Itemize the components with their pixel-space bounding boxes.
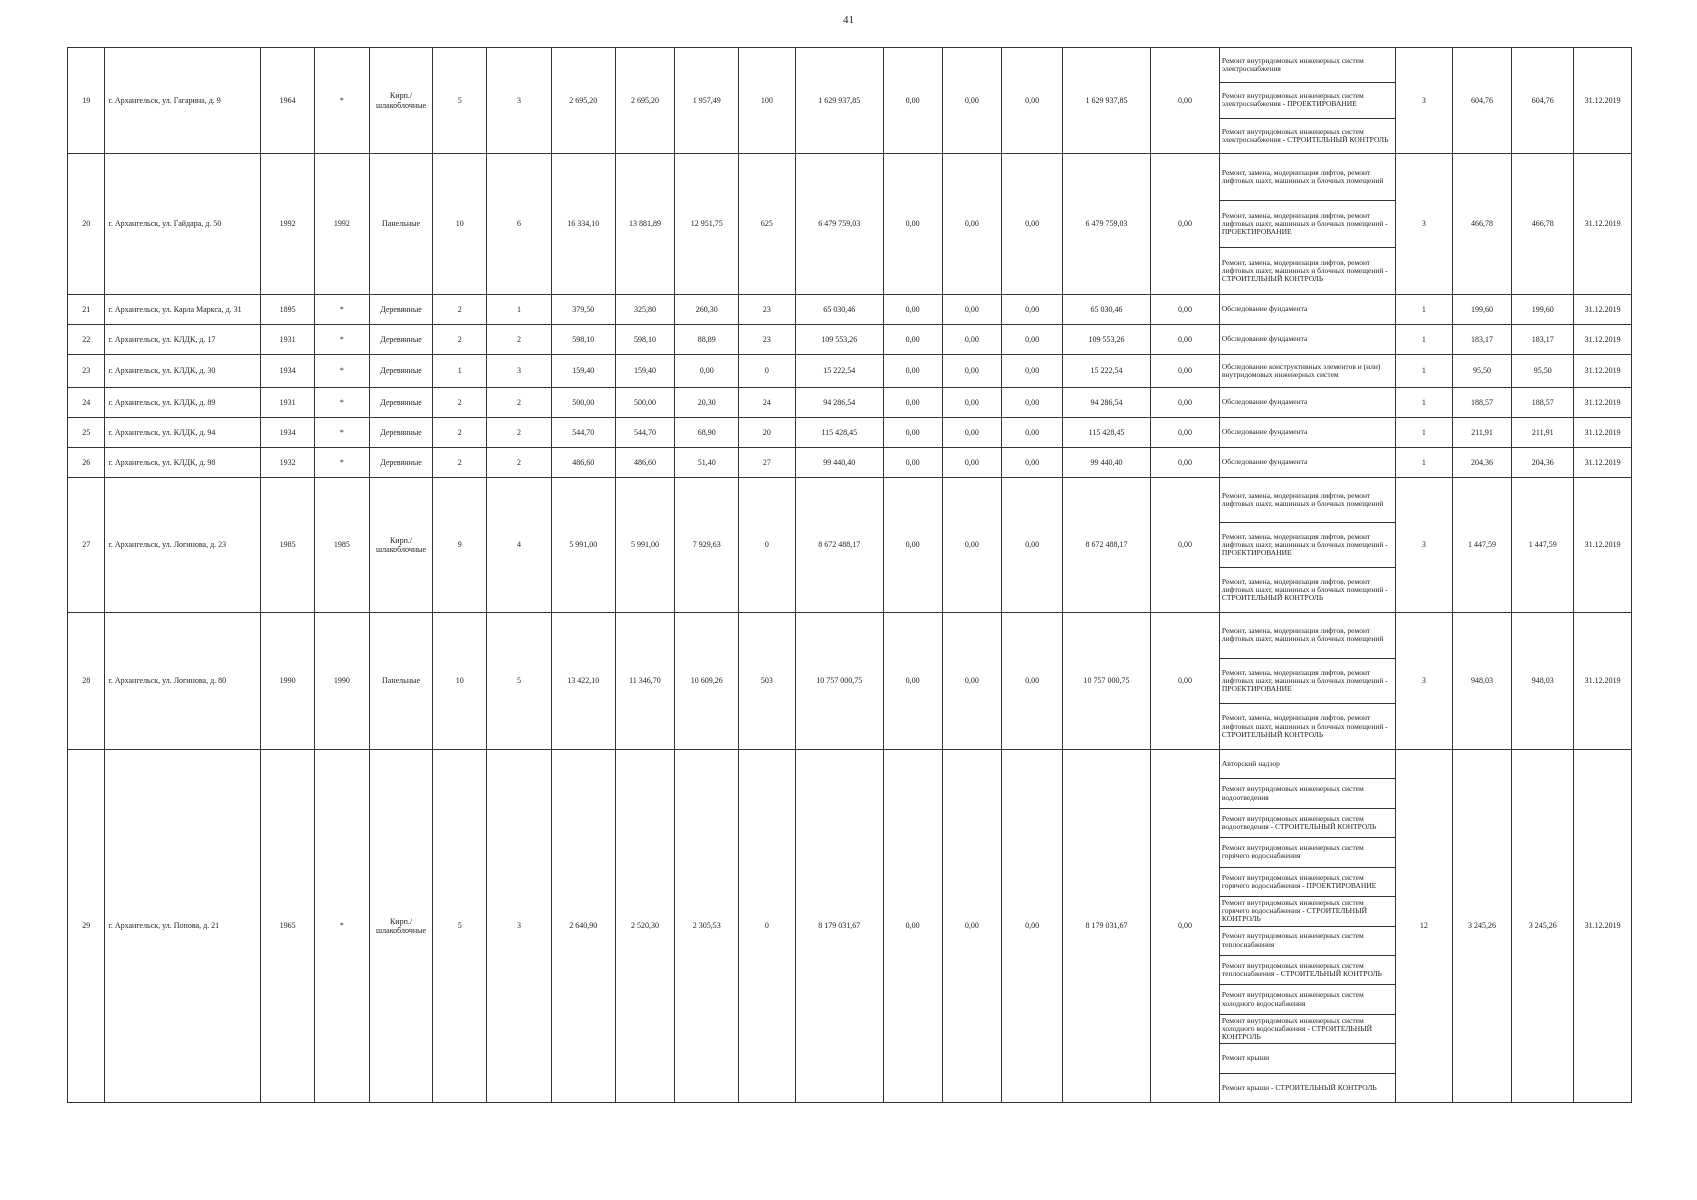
works-list <box>1220 418 1395 447</box>
entrances-cell: 2 <box>487 388 552 418</box>
year-built-cell: 1934 <box>261 355 315 388</box>
table-row <box>68 48 1632 154</box>
residents-cell: 0 <box>739 478 796 613</box>
floors-cell: 5 <box>433 750 487 1103</box>
floors-cell: 10 <box>433 613 487 750</box>
works-list-cell <box>1219 355 1395 388</box>
total-area-cell: 13 422,10 <box>551 613 615 750</box>
works-count-cell: 3 <box>1396 154 1453 295</box>
limit-cost-cell: 466,78 <box>1512 154 1574 295</box>
unit-cost-cell: 1 447,59 <box>1452 478 1512 613</box>
other-cost-cell: 0,00 <box>1151 154 1220 295</box>
limit-cost-cell: 604,76 <box>1512 48 1574 154</box>
total-area-cell: 5 991,00 <box>551 478 615 613</box>
residents-cell: 24 <box>739 388 796 418</box>
floors-cell: 2 <box>433 448 487 478</box>
address-cell: г. Архангельск, ул. Попова, д. 21 <box>105 750 261 1103</box>
repair-program-table <box>67 47 1632 1103</box>
deadline-cell: 31.12.2019 <box>1574 478 1632 613</box>
deadline-cell: 31.12.2019 <box>1574 154 1632 295</box>
owners-cost-cell: 94 286,54 <box>1062 388 1150 418</box>
address-cell: г. Архангельск, ул. Карла Маркса, д. 31 <box>105 295 261 325</box>
local-budget-cell: 0,00 <box>1002 613 1063 750</box>
works-list-cell <box>1219 418 1395 448</box>
works-count-cell: 1 <box>1396 388 1453 418</box>
work-item: Обследование конструктивных элементов и (или) внутридомовых инженерных систем <box>1221 361 1381 379</box>
work-item: Ремонт, замена, модернизация лифтов, ремонт лифтовых шахт, машинных и блочных помещений - ПРОЕКТИРОВАНИЕ <box>1220 201 1395 248</box>
residents-cell: 23 <box>739 295 796 325</box>
table-row <box>68 325 1632 355</box>
limit-cost-cell: 95,50 <box>1512 355 1574 388</box>
region-budget-cell: 0,00 <box>942 613 1002 750</box>
fund-cost-cell: 0,00 <box>883 478 942 613</box>
year-renovation-cell: 1985 <box>314 478 369 613</box>
work-item: Ремонт внутридомовых инженерных систем теплоснабжения - СТРОИТЕЛЬНЫЙ КОНТРОЛЬ <box>1220 956 1395 985</box>
other-area-cell: 0,00 <box>675 355 739 388</box>
region-budget-cell: 0,00 <box>942 154 1002 295</box>
floors-cell: 2 <box>433 295 487 325</box>
floors-cell: 5 <box>433 48 487 154</box>
row-number: 24 <box>68 388 105 418</box>
entrances-cell: 1 <box>487 295 552 325</box>
living-area-cell: 159,40 <box>615 355 675 388</box>
row-number: 28 <box>68 613 105 750</box>
year-built-cell: 1990 <box>261 613 315 750</box>
wall-material-cell: Панельные <box>369 613 433 750</box>
total-area-cell: 2 640,90 <box>551 750 615 1103</box>
total-area-cell: 159,40 <box>551 355 615 388</box>
other-area-cell: 2 305,53 <box>675 750 739 1103</box>
fund-cost-cell: 0,00 <box>883 154 942 295</box>
row-number: 25 <box>68 418 105 448</box>
address-cell: г. Архангельск, ул. Логинова, д. 80 <box>105 613 261 750</box>
unit-cost-cell: 204,36 <box>1452 448 1512 478</box>
year-renovation-cell: * <box>314 448 369 478</box>
unit-cost-cell: 95,50 <box>1452 355 1512 388</box>
wall-material-cell: Панельные <box>369 154 433 295</box>
works-list <box>1220 448 1395 477</box>
local-budget-cell: 0,00 <box>1002 355 1063 388</box>
unit-cost-cell: 604,76 <box>1452 48 1512 154</box>
works-list-cell <box>1219 478 1395 613</box>
works-list-cell <box>1219 448 1395 478</box>
wall-material-cell: Деревянные <box>369 448 433 478</box>
total-cost-cell: 99 440,40 <box>795 448 883 478</box>
fund-cost-cell: 0,00 <box>883 48 942 154</box>
work-item: Ремонт внутридомовых инженерных систем водоотведения - СТРОИТЕЛЬНЫЙ КОНТРОЛЬ <box>1220 809 1395 838</box>
table-row <box>68 295 1632 325</box>
table-row <box>68 750 1632 1103</box>
wall-material-cell: Деревянные <box>369 388 433 418</box>
work-item: Обследование фундамента <box>1221 304 1308 314</box>
owners-cost-cell: 109 553,26 <box>1062 325 1150 355</box>
living-area-cell: 486,60 <box>615 448 675 478</box>
work-item: Ремонт внутридомовых инженерных систем горячего водоснабжения - СТРОИТЕЛЬНЫЙ КОНТРОЛЬ <box>1220 897 1395 926</box>
fund-cost-cell: 0,00 <box>883 448 942 478</box>
year-built-cell: 1965 <box>261 750 315 1103</box>
total-area-cell: 486,60 <box>551 448 615 478</box>
work-item: Ремонт внутридомовых инженерных систем электроснабжения - ПРОЕКТИРОВАНИЕ <box>1220 83 1395 118</box>
table-row <box>68 355 1632 388</box>
region-budget-cell: 0,00 <box>942 355 1002 388</box>
unit-cost-cell: 183,17 <box>1452 325 1512 355</box>
entrances-cell: 3 <box>487 355 552 388</box>
unit-cost-cell: 199,60 <box>1452 295 1512 325</box>
living-area-cell: 2 695,20 <box>615 48 675 154</box>
limit-cost-cell: 199,60 <box>1512 295 1574 325</box>
residents-cell: 23 <box>739 325 796 355</box>
living-area-cell: 11 346,70 <box>615 613 675 750</box>
local-budget-cell: 0,00 <box>1002 448 1063 478</box>
other-area-cell: 68,90 <box>675 418 739 448</box>
table-row <box>68 154 1632 295</box>
year-renovation-cell: 1990 <box>314 613 369 750</box>
other-cost-cell: 0,00 <box>1151 355 1220 388</box>
work-item: Ремонт, замена, модернизация лифтов, ремонт лифтовых шахт, машинных и блочных помещений - СТРОИТЕЛЬНЫЙ КОНТРОЛЬ <box>1221 713 1388 739</box>
local-budget-cell: 0,00 <box>1002 295 1063 325</box>
deadline-cell: 31.12.2019 <box>1574 325 1632 355</box>
work-item: Ремонт внутридомовых инженерных систем холодного водоснабжения <box>1220 985 1395 1014</box>
year-built-cell: 1992 <box>261 154 315 295</box>
other-area-cell: 20,30 <box>675 388 739 418</box>
works-list-cell <box>1219 295 1395 325</box>
living-area-cell: 2 520,30 <box>615 750 675 1103</box>
work-item: Ремонт, замена, модернизация лифтов, ремонт лифтовых шахт, машинных и блочных помещений <box>1220 478 1395 523</box>
year-built-cell: 1964 <box>261 48 315 154</box>
works-count-cell: 1 <box>1396 448 1453 478</box>
residents-cell: 27 <box>739 448 796 478</box>
wall-material-cell: Деревянные <box>369 295 433 325</box>
deadline-cell: 31.12.2019 <box>1574 295 1632 325</box>
work-item: Авторский надзор <box>1220 750 1395 779</box>
works-list <box>1220 48 1395 153</box>
works-count-cell: 3 <box>1396 48 1453 154</box>
works-list-cell <box>1219 325 1395 355</box>
total-area-cell: 2 695,20 <box>551 48 615 154</box>
work-item: Ремонт крыши - СТРОИТЕЛЬНЫЙ КОНТРОЛЬ <box>1221 1082 1377 1092</box>
deadline-cell: 31.12.2019 <box>1574 613 1632 750</box>
wall-material-cell: Деревянные <box>369 418 433 448</box>
table-row <box>68 388 1632 418</box>
works-list <box>1220 355 1395 387</box>
region-budget-cell: 0,00 <box>942 750 1002 1103</box>
year-built-cell: 1931 <box>261 388 315 418</box>
year-built-cell: 1934 <box>261 418 315 448</box>
work-item: Обследование фундамента <box>1221 334 1308 344</box>
unit-cost-cell: 188,57 <box>1452 388 1512 418</box>
local-budget-cell: 0,00 <box>1002 48 1063 154</box>
limit-cost-cell: 948,03 <box>1512 613 1574 750</box>
entrances-cell: 3 <box>487 48 552 154</box>
limit-cost-cell: 211,91 <box>1512 418 1574 448</box>
table-row <box>68 448 1632 478</box>
other-cost-cell: 0,00 <box>1151 418 1220 448</box>
works-list <box>1220 388 1395 417</box>
total-cost-cell: 94 286,54 <box>795 388 883 418</box>
address-cell: г. Архангельск, ул. Гайдара, д. 50 <box>105 154 261 295</box>
work-item: Ремонт внутридомовых инженерных систем теплоснабжения <box>1220 927 1395 956</box>
entrances-cell: 2 <box>487 325 552 355</box>
works-list-cell <box>1219 750 1395 1103</box>
total-area-cell: 16 334,10 <box>551 154 615 295</box>
total-cost-cell: 8 179 031,67 <box>795 750 883 1103</box>
limit-cost-cell: 183,17 <box>1512 325 1574 355</box>
other-area-cell: 51,40 <box>675 448 739 478</box>
year-renovation-cell: * <box>314 48 369 154</box>
entrances-cell: 4 <box>487 478 552 613</box>
year-built-cell: 1931 <box>261 325 315 355</box>
address-cell: г. Архангельск, ул. КЛДК, д. 94 <box>105 418 261 448</box>
limit-cost-cell: 204,36 <box>1512 448 1574 478</box>
other-cost-cell: 0,00 <box>1151 478 1220 613</box>
total-cost-cell: 1 629 937,85 <box>795 48 883 154</box>
address-cell: г. Архангельск, ул. КЛДК, д. 30 <box>105 355 261 388</box>
work-item: Обследование фундамента <box>1221 457 1308 467</box>
region-budget-cell: 0,00 <box>942 325 1002 355</box>
year-built-cell: 1932 <box>261 448 315 478</box>
other-area-cell: 260,30 <box>675 295 739 325</box>
year-built-cell: 1895 <box>261 295 315 325</box>
fund-cost-cell: 0,00 <box>883 295 942 325</box>
works-count-cell: 1 <box>1396 355 1453 388</box>
wall-material-cell: Деревянные <box>369 355 433 388</box>
works-count-cell: 1 <box>1396 418 1453 448</box>
living-area-cell: 500,00 <box>615 388 675 418</box>
entrances-cell: 5 <box>487 613 552 750</box>
floors-cell: 10 <box>433 154 487 295</box>
region-budget-cell: 0,00 <box>942 478 1002 613</box>
work-item: Ремонт, замена, модернизация лифтов, ремонт лифтовых шахт, машинных и блочных помещений - СТРОИТЕЛЬНЫЙ КОНТРОЛЬ <box>1221 576 1388 603</box>
other-cost-cell: 0,00 <box>1151 448 1220 478</box>
year-renovation-cell: * <box>314 355 369 388</box>
owners-cost-cell: 65 030,46 <box>1062 295 1150 325</box>
works-list-cell <box>1219 388 1395 418</box>
other-area-cell: 12 951,75 <box>675 154 739 295</box>
fund-cost-cell: 0,00 <box>883 750 942 1103</box>
floors-cell: 2 <box>433 388 487 418</box>
works-count-cell: 3 <box>1396 478 1453 613</box>
works-count-cell: 12 <box>1396 750 1453 1103</box>
living-area-cell: 598,10 <box>615 325 675 355</box>
living-area-cell: 13 881,89 <box>615 154 675 295</box>
other-cost-cell: 0,00 <box>1151 295 1220 325</box>
local-budget-cell: 0,00 <box>1002 388 1063 418</box>
deadline-cell: 31.12.2019 <box>1574 418 1632 448</box>
other-area-cell: 10 609,26 <box>675 613 739 750</box>
work-item: Ремонт, замена, модернизация лифтов, ремонт лифтовых шахт, машинных и блочных помещений - СТРОИТЕЛЬНЫЙ КОНТРОЛЬ <box>1221 257 1388 284</box>
fund-cost-cell: 0,00 <box>883 355 942 388</box>
deadline-cell: 31.12.2019 <box>1574 750 1632 1103</box>
residents-cell: 20 <box>739 418 796 448</box>
entrances-cell: 2 <box>487 448 552 478</box>
entrances-cell: 3 <box>487 750 552 1103</box>
living-area-cell: 5 991,00 <box>615 478 675 613</box>
year-renovation-cell: * <box>314 388 369 418</box>
works-list <box>1220 613 1395 749</box>
total-area-cell: 500,00 <box>551 388 615 418</box>
unit-cost-cell: 948,03 <box>1452 613 1512 750</box>
total-area-cell: 598,10 <box>551 325 615 355</box>
total-cost-cell: 6 479 759,03 <box>795 154 883 295</box>
other-cost-cell: 0,00 <box>1151 613 1220 750</box>
works-count-cell: 3 <box>1396 613 1453 750</box>
year-renovation-cell: * <box>314 325 369 355</box>
residents-cell: 100 <box>739 48 796 154</box>
year-renovation-cell: 1992 <box>314 154 369 295</box>
owners-cost-cell: 8 179 031,67 <box>1062 750 1150 1103</box>
total-cost-cell: 15 222,54 <box>795 355 883 388</box>
row-number: 23 <box>68 355 105 388</box>
wall-material-cell: Кирп./ шлакоблочные <box>369 478 433 613</box>
deadline-cell: 31.12.2019 <box>1574 355 1632 388</box>
year-renovation-cell: * <box>314 750 369 1103</box>
region-budget-cell: 0,00 <box>942 295 1002 325</box>
unit-cost-cell: 211,91 <box>1452 418 1512 448</box>
total-cost-cell: 109 553,26 <box>795 325 883 355</box>
fund-cost-cell: 0,00 <box>883 418 942 448</box>
year-built-cell: 1985 <box>261 478 315 613</box>
unit-cost-cell: 466,78 <box>1452 154 1512 295</box>
unit-cost-cell: 3 245,26 <box>1452 750 1512 1103</box>
work-item: Ремонт внутридомовых инженерных систем электроснабжения <box>1220 48 1395 83</box>
wall-material-cell: Кирп./ шлакоблочные <box>369 750 433 1103</box>
living-area-cell: 544,70 <box>615 418 675 448</box>
address-cell: г. Архангельск, ул. Гагарина, д. 9 <box>105 48 261 154</box>
other-cost-cell: 0,00 <box>1151 48 1220 154</box>
work-item: Обследование фундамента <box>1221 427 1308 437</box>
other-area-cell: 88,89 <box>675 325 739 355</box>
floors-cell: 2 <box>433 325 487 355</box>
total-cost-cell: 65 030,46 <box>795 295 883 325</box>
works-list-cell <box>1219 613 1395 750</box>
floors-cell: 1 <box>433 355 487 388</box>
deadline-cell: 31.12.2019 <box>1574 448 1632 478</box>
floors-cell: 9 <box>433 478 487 613</box>
works-list-cell <box>1219 154 1395 295</box>
total-cost-cell: 10 757 000,75 <box>795 613 883 750</box>
local-budget-cell: 0,00 <box>1002 750 1063 1103</box>
residents-cell: 0 <box>739 355 796 388</box>
living-area-cell: 325,80 <box>615 295 675 325</box>
work-item: Обследование фундамента <box>1221 397 1308 407</box>
works-list <box>1220 154 1395 294</box>
table-row <box>68 418 1632 448</box>
works-list <box>1220 750 1395 1102</box>
limit-cost-cell: 1 447,59 <box>1512 478 1574 613</box>
fund-cost-cell: 0,00 <box>883 388 942 418</box>
works-count-cell: 1 <box>1396 325 1453 355</box>
page-number: 41 <box>843 14 854 26</box>
region-budget-cell: 0,00 <box>942 48 1002 154</box>
work-item: Ремонт внутридомовых инженерных систем водоотведения <box>1220 779 1395 808</box>
address-cell: г. Архангельск, ул. Логинова, д. 23 <box>105 478 261 613</box>
year-renovation-cell: * <box>314 418 369 448</box>
work-item: Ремонт, замена, модернизация лифтов, ремонт лифтовых шахт, машинных и блочных помещений <box>1220 154 1395 201</box>
region-budget-cell: 0,00 <box>942 448 1002 478</box>
works-list <box>1220 295 1395 324</box>
floors-cell: 2 <box>433 418 487 448</box>
work-item: Ремонт, замена, модернизация лифтов, ремонт лифтовых шахт, машинных и блочных помещений <box>1220 613 1395 659</box>
work-item: Ремонт крыши <box>1220 1044 1395 1073</box>
local-budget-cell: 0,00 <box>1002 418 1063 448</box>
owners-cost-cell: 8 672 488,17 <box>1062 478 1150 613</box>
wall-material-cell: Деревянные <box>369 325 433 355</box>
total-area-cell: 544,70 <box>551 418 615 448</box>
works-list <box>1220 325 1395 354</box>
row-number: 21 <box>68 295 105 325</box>
local-budget-cell: 0,00 <box>1002 478 1063 613</box>
residents-cell: 0 <box>739 750 796 1103</box>
row-number: 19 <box>68 48 105 154</box>
work-item: Ремонт внутридомовых инженерных систем электроснабжения - СТРОИТЕЛЬНЫЙ КОНТРОЛЬ <box>1221 126 1389 144</box>
table-row <box>68 613 1632 750</box>
total-cost-cell: 115 428,45 <box>795 418 883 448</box>
year-renovation-cell: * <box>314 295 369 325</box>
other-cost-cell: 0,00 <box>1151 750 1220 1103</box>
work-item: Ремонт внутридомовых инженерных систем горячего водоснабжения - ПРОЕКТИРОВАНИЕ <box>1220 868 1395 897</box>
limit-cost-cell: 3 245,26 <box>1512 750 1574 1103</box>
total-area-cell: 379,50 <box>551 295 615 325</box>
region-budget-cell: 0,00 <box>942 388 1002 418</box>
work-item: Ремонт внутридомовых инженерных систем горячего водоснабжения <box>1220 838 1395 867</box>
other-area-cell: 1 957,49 <box>675 48 739 154</box>
deadline-cell: 31.12.2019 <box>1574 388 1632 418</box>
residents-cell: 625 <box>739 154 796 295</box>
region-budget-cell: 0,00 <box>942 418 1002 448</box>
row-number: 22 <box>68 325 105 355</box>
works-count-cell: 1 <box>1396 295 1453 325</box>
address-cell: г. Архангельск, ул. КЛДК, д. 17 <box>105 325 261 355</box>
owners-cost-cell: 15 222,54 <box>1062 355 1150 388</box>
row-number: 29 <box>68 750 105 1103</box>
owners-cost-cell: 10 757 000,75 <box>1062 613 1150 750</box>
other-cost-cell: 0,00 <box>1151 325 1220 355</box>
local-budget-cell: 0,00 <box>1002 154 1063 295</box>
row-number: 20 <box>68 154 105 295</box>
total-cost-cell: 8 672 488,17 <box>795 478 883 613</box>
address-cell: г. Архангельск, ул. КЛДК, д. 89 <box>105 388 261 418</box>
local-budget-cell: 0,00 <box>1002 325 1063 355</box>
owners-cost-cell: 99 440,40 <box>1062 448 1150 478</box>
residents-cell: 503 <box>739 613 796 750</box>
other-area-cell: 7 929,63 <box>675 478 739 613</box>
owners-cost-cell: 6 479 759,03 <box>1062 154 1150 295</box>
owners-cost-cell: 115 428,45 <box>1062 418 1150 448</box>
limit-cost-cell: 188,57 <box>1512 388 1574 418</box>
works-list <box>1220 478 1395 612</box>
works-list-cell <box>1219 48 1395 154</box>
deadline-cell: 31.12.2019 <box>1574 48 1632 154</box>
fund-cost-cell: 0,00 <box>883 613 942 750</box>
row-number: 26 <box>68 448 105 478</box>
fund-cost-cell: 0,00 <box>883 325 942 355</box>
row-number: 27 <box>68 478 105 613</box>
work-item: Ремонт, замена, модернизация лифтов, ремонт лифтовых шахт, машинных и блочных помещений - ПРОЕКТИРОВАНИЕ <box>1220 659 1395 705</box>
address-cell: г. Архангельск, ул. КЛДК, д. 98 <box>105 448 261 478</box>
owners-cost-cell: 1 629 937,85 <box>1062 48 1150 154</box>
work-item: Ремонт, замена, модернизация лифтов, ремонт лифтовых шахт, машинных и блочных помещений - ПРОЕКТИРОВАНИЕ <box>1220 523 1395 568</box>
entrances-cell: 2 <box>487 418 552 448</box>
table-row <box>68 478 1632 613</box>
entrances-cell: 6 <box>487 154 552 295</box>
work-item: Ремонт внутридомовых инженерных систем холодного водоснабжения - СТРОИТЕЛЬНЫЙ КОНТРОЛЬ <box>1220 1015 1395 1044</box>
other-cost-cell: 0,00 <box>1151 388 1220 418</box>
wall-material-cell: Кирп./ шлакоблочные <box>369 48 433 154</box>
